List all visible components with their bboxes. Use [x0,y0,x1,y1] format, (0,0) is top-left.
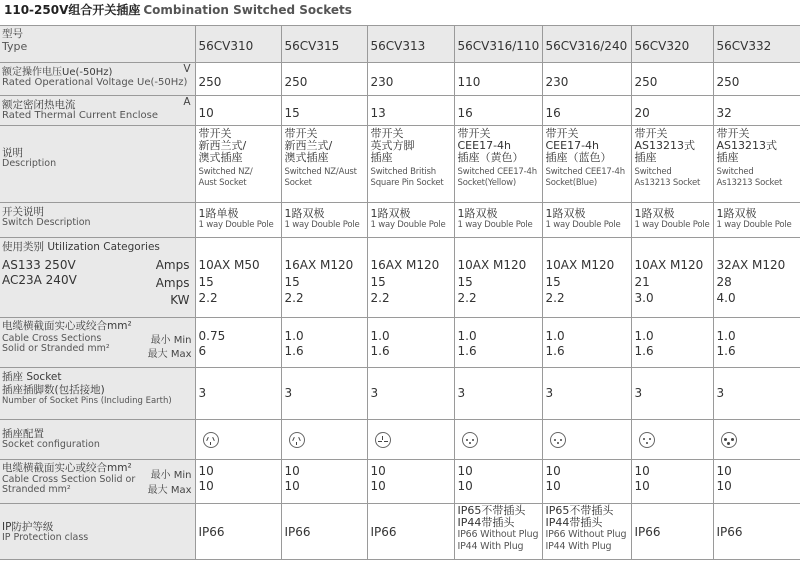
cable2-min: 10 [370,464,386,478]
model-voltage: 230 [545,75,569,89]
cell-56cv316-240 [542,26,631,63]
title-en: Combination Switched Sockets [143,3,352,17]
switch-en: 1 way Double Pole [198,220,274,230]
cell-56cv316-240 [542,238,631,318]
cell-56cv313 [367,504,454,560]
model-voltage: 250 [634,75,658,89]
row-ip [0,504,800,560]
label-switch [0,203,195,238]
row-pins [0,368,800,420]
cell-56cv332 [713,63,800,96]
socket-config-icon [203,432,219,448]
switch-en: 1 way Double Pole [370,220,446,230]
util-value-2: 15 [457,275,473,289]
cable2-en1: Cable Cross Section Solid or [2,474,136,485]
cell-56cv332 [713,203,800,238]
cable1-max-label: 最大 Max [147,349,192,360]
cell-56cv315 [281,420,367,460]
socket-pins: 3 [198,386,207,400]
cell-56cv310 [195,126,281,203]
util-amps-1: Amps [155,258,190,272]
cell-56cv316-240 [542,63,631,96]
util-value-3: 2.2 [198,291,218,305]
cable2-max: 10 [370,479,386,493]
cable1-min: 0.75 [198,329,226,343]
cell-56cv320 [631,504,713,560]
ip-cn: IP防护等级 [2,521,54,533]
cell-56cv313 [367,126,454,203]
desc-cn-3: 澳式插座 [198,151,243,164]
cell-56cv316-110 [454,96,542,126]
row-switch [0,203,800,238]
desc-cn-2: CEE17-4h [457,139,512,152]
desc-cn-1: 带开关 [457,127,491,140]
model-voltage: 230 [370,75,394,89]
ip-en: IP Protection class [2,532,89,543]
pins-cn1: 插座 Socket [2,371,62,383]
cell-56cv332 [713,318,800,368]
voltage-unit: V [183,63,191,75]
cell-56cv320 [631,203,713,238]
desc-cn-2: AS13213式 [634,139,695,152]
current-unit: A [183,96,191,108]
cell-56cv316-110 [454,126,542,203]
desc-cn-3: 插座（蓝色） [545,151,612,164]
socket-pins: 3 [634,386,643,400]
current-en: Rated Thermal Current Enclose [2,110,158,121]
cable1-min: 1.0 [634,329,654,343]
cable1-en1: Cable Cross Sections [2,333,102,344]
model-type: 56CV320 [634,39,690,53]
cell-56cv316-110 [454,203,542,238]
ip-line-1: IP65不带插头 [457,504,526,517]
spec-table [0,25,800,560]
cell-56cv315 [281,26,367,63]
model-type: 56CV315 [284,39,340,53]
cell-56cv320 [631,238,713,318]
model-current: 16 [545,106,561,120]
util-ac23a: AC23A 240V [2,273,77,287]
cell-56cv316-240 [542,96,631,126]
row-current [0,96,800,126]
cell-56cv315 [281,96,367,126]
cell-56cv310 [195,26,281,63]
switch-cn: 1路双极 [370,207,411,220]
model-type: 56CV316/240 [545,39,628,53]
switch-cn: 1路双极 [716,207,757,220]
desc-en-1: Switched [634,167,672,177]
desc-en-1: Switched CEE17-4h [457,167,537,177]
util-value-1: 10AX M50 [198,258,260,272]
util-value-3: 4.0 [716,291,736,305]
desc-cn-3: 插座 [634,151,657,164]
desc-cn-2: 英式方脚 [370,139,415,152]
desc-cn-1: 带开关 [545,127,579,140]
cell-56cv310 [195,504,281,560]
desc-cn-1: 带开关 [370,127,404,140]
cell-56cv316-110 [454,318,542,368]
cell-56cv316-110 [454,63,542,96]
cell-56cv316-240 [542,318,631,368]
cable2-max: 10 [545,479,561,493]
cell-56cv313 [367,238,454,318]
title-cn: 110-250V组合开关插座 [4,3,141,17]
cell-56cv315 [281,203,367,238]
cable2-max: 10 [457,479,473,493]
desc-en-1: Switched NZ/ [198,167,253,177]
switch-en: 1 way Double Pole [545,220,621,230]
cable1-max: 1.6 [545,344,565,358]
type-cn: 型号 [2,28,23,40]
desc-en-1: Switched CEE17-4h [545,167,625,177]
cable1-min: 1.0 [545,329,565,343]
cable1-min: 1.0 [284,329,304,343]
switch-cn: 1路双极 [457,207,498,220]
util-as133: AS133 250V [2,258,76,272]
socket-pins: 3 [284,386,293,400]
cell-56cv315 [281,504,367,560]
util-value-2: 15 [545,275,561,289]
model-type: 56CV316/110 [457,39,540,53]
cell-56cv315 [281,126,367,203]
desc-en-2: As13213 Socket [716,178,783,188]
cell-56cv316-110 [454,504,542,560]
cable2-max: 10 [634,479,650,493]
desc-cn-3: 插座（黄色） [457,151,524,164]
row-cable-2 [0,460,800,504]
cell-56cv316-240 [542,368,631,420]
model-type: 56CV310 [198,39,254,53]
desc-cn-3: 插座 [370,151,393,164]
desc-cn-2: 新西兰式/ [284,139,333,152]
util-value-3: 2.2 [457,291,477,305]
row-config [0,420,800,460]
ip-value: IP66 [716,525,743,539]
cell-56cv313 [367,96,454,126]
cell-56cv332 [713,420,800,460]
label-type [0,26,195,63]
cable2-min-label: 最小 Min [150,470,192,481]
desc-en-1: Switched British [370,167,436,177]
cable2-max: 10 [284,479,300,493]
util-value-3: 2.2 [545,291,565,305]
ip-line-3: IP66 Without Plug [545,529,627,540]
ip-value: IP66 [634,525,661,539]
util-value-2: 21 [634,275,650,289]
cell-56cv316-110 [454,238,542,318]
desc-cn-3: 澳式插座 [284,151,329,164]
cable2-min: 10 [545,464,561,478]
cell-56cv320 [631,420,713,460]
cell-56cv332 [713,460,800,504]
label-ip [0,504,195,560]
switch-en: 1 way Double Pole [716,220,792,230]
cell-56cv320 [631,368,713,420]
switch-cn: 1路双极 [284,207,325,220]
desc-cn-2: AS13213式 [716,139,777,152]
cell-56cv313 [367,420,454,460]
util-value-3: 2.2 [284,291,304,305]
model-current: 32 [716,106,732,120]
cable2-min: 10 [457,464,473,478]
switch-cn: 1路双极 [634,207,675,220]
cable1-min: 1.0 [457,329,477,343]
cable1-max: 1.6 [634,344,654,358]
page-title [4,1,352,19]
ip-value: IP66 [198,525,225,539]
cable1-max: 1.6 [457,344,477,358]
cable1-max: 1.6 [716,344,736,358]
cable2-en2: Stranded mm² [2,484,71,495]
util-value-2: 28 [716,275,732,289]
cell-56cv310 [195,238,281,318]
cable1-min: 1.0 [716,329,736,343]
config-cn: 插座配置 [2,428,44,440]
ip-line-1: IP65不带插头 [545,504,614,517]
switch-en: Switch Description [2,217,91,228]
cable2-cn: 电缆横截面实心或绞合mm² [2,462,132,474]
label-description [0,126,195,203]
type-en: Type [2,40,28,53]
cell-56cv313 [367,26,454,63]
cable1-en2: Solid or Stranded mm² [2,343,110,354]
cell-56cv313 [367,460,454,504]
util-value-1: 16AX M120 [284,258,354,272]
cell-56cv332 [713,238,800,318]
util-value-1: 32AX M120 [716,258,786,272]
desc-cn-3: 插座 [716,151,739,164]
desc-cn-1: 带开关 [198,127,232,140]
util-kw: KW [170,293,190,307]
cell-56cv316-110 [454,460,542,504]
cell-56cv315 [281,368,367,420]
cell-56cv332 [713,96,800,126]
socket-config-icon [462,432,478,448]
label-pins [0,368,195,420]
util-value-1: 10AX M120 [457,258,527,272]
cell-56cv332 [713,126,800,203]
desc-en-2: As13213 Socket [634,178,701,188]
cell-56cv332 [713,26,800,63]
socket-pins: 3 [370,386,379,400]
desc-en-2: Square Pin Socket [370,178,444,188]
cable2-min: 10 [198,464,214,478]
desc-en-2: Aust Socket [198,178,247,188]
cell-56cv315 [281,63,367,96]
cable2-max-label: 最大 Max [147,485,192,496]
desc-en-1: Switched NZ/Aust [284,167,357,177]
switch-en: 1 way Double Pole [634,220,710,230]
cell-56cv316-240 [542,504,631,560]
desc-cn-1: 带开关 [284,127,318,140]
desc-en: Description [2,158,57,169]
switch-cn: 1路双极 [545,207,586,220]
socket-config-icon [721,432,737,448]
cell-56cv332 [713,368,800,420]
cell-56cv316-110 [454,26,542,63]
config-en: Socket configuration [2,439,100,450]
util-value-1: 10AX M120 [545,258,615,272]
desc-cn: 说明 [2,147,23,159]
label-current [0,96,195,126]
label-utilization [0,238,195,318]
model-voltage: 110 [457,75,481,89]
cell-56cv316-240 [542,203,631,238]
cell-56cv310 [195,96,281,126]
cell-56cv320 [631,126,713,203]
cable2-min: 10 [634,464,650,478]
cell-56cv320 [631,63,713,96]
row-utilization [0,238,800,318]
pins-cn2: 插座插脚数(包括接地) [2,384,105,396]
util-amps-2: Amps [155,276,190,290]
label-voltage [0,63,195,96]
switch-cn: 开关说明 [2,206,44,218]
switch-cn: 1路单极 [198,207,239,220]
cable2-max: 10 [198,479,214,493]
model-current: 10 [198,106,214,120]
util-value-2: 15 [198,275,214,289]
util-title: 使用类别 Utilization Categories [2,241,160,253]
label-cable-2 [0,460,195,504]
pins-en: Number of Socket Pins (Including Earth) [2,396,172,406]
switch-en: 1 way Double Pole [457,220,533,230]
ip-value: IP66 [370,525,397,539]
cable1-min: 1.0 [370,329,390,343]
socket-config-icon [550,432,566,448]
cell-56cv313 [367,203,454,238]
cell-56cv316-240 [542,126,631,203]
desc-cn-2: 新西兰式/ [198,139,247,152]
model-type: 56CV332 [716,39,772,53]
cell-56cv320 [631,96,713,126]
cable1-max: 1.6 [370,344,390,358]
row-voltage [0,63,800,96]
desc-cn-2: CEE17-4h [545,139,600,152]
cell-56cv320 [631,460,713,504]
cable1-max: 1.6 [284,344,304,358]
cable2-min: 10 [716,464,732,478]
desc-cn-1: 带开关 [634,127,668,140]
model-voltage: 250 [716,75,740,89]
desc-cn-1: 带开关 [716,127,750,140]
util-value-1: 16AX M120 [370,258,440,272]
model-current: 16 [457,106,473,120]
desc-en-1: Switched [716,167,754,177]
ip-line-3: IP66 Without Plug [457,529,539,540]
cell-56cv316-240 [542,420,631,460]
cable1-max: 6 [198,344,207,358]
cell-56cv316-110 [454,420,542,460]
row-cable-1 [0,318,800,368]
cable2-max: 10 [716,479,732,493]
cell-56cv313 [367,318,454,368]
cell-56cv313 [367,63,454,96]
cell-56cv310 [195,318,281,368]
ip-line-2: IP44带插头 [457,516,515,529]
socket-config-icon [375,432,391,448]
socket-pins: 3 [716,386,725,400]
desc-en-2: Socket(Blue) [545,178,597,188]
row-type [0,26,800,63]
cell-56cv310 [195,203,281,238]
cable2-min: 10 [284,464,300,478]
util-value-3: 2.2 [370,291,390,305]
cell-56cv310 [195,368,281,420]
label-cable-1 [0,318,195,368]
row-description [0,126,800,203]
label-config [0,420,195,460]
cable1-cn: 电缆横截面实心或绞合mm² [2,320,132,332]
model-current: 15 [284,106,300,120]
ip-line-4: IP44 With Plug [545,541,612,552]
switch-en: 1 way Double Pole [284,220,360,230]
socket-pins: 3 [457,386,466,400]
voltage-en: Rated Operational Voltage Ue(-50Hz) [2,77,188,88]
util-value-3: 3.0 [634,291,654,305]
cell-56cv310 [195,460,281,504]
cell-56cv320 [631,26,713,63]
cell-56cv310 [195,63,281,96]
current-cn: 额定密闭热电流 [2,99,76,111]
socket-pins: 3 [545,386,554,400]
cell-56cv316-110 [454,368,542,420]
cell-56cv316-240 [542,460,631,504]
desc-en-2: Socket(Yellow) [457,178,516,188]
cell-56cv332 [713,504,800,560]
model-voltage: 250 [284,75,308,89]
socket-config-icon [639,432,655,448]
cell-56cv313 [367,368,454,420]
ip-line-2: IP44带插头 [545,516,603,529]
util-value-2: 15 [370,275,386,289]
cell-56cv315 [281,238,367,318]
desc-en-2: Socket [284,178,312,188]
ip-line-4: IP44 With Plug [457,541,524,552]
cell-56cv320 [631,318,713,368]
model-current: 13 [370,106,386,120]
ip-value: IP66 [284,525,311,539]
voltage-cn: 额定操作电压Ue(-50Hz) [2,67,113,78]
cell-56cv310 [195,420,281,460]
util-value-1: 10AX M120 [634,258,704,272]
util-value-2: 15 [284,275,300,289]
model-voltage: 250 [198,75,222,89]
cell-56cv315 [281,318,367,368]
model-current: 20 [634,106,650,120]
socket-config-icon [289,432,305,448]
cable1-min-label: 最小 Min [150,335,192,346]
cell-56cv315 [281,460,367,504]
model-type: 56CV313 [370,39,426,53]
